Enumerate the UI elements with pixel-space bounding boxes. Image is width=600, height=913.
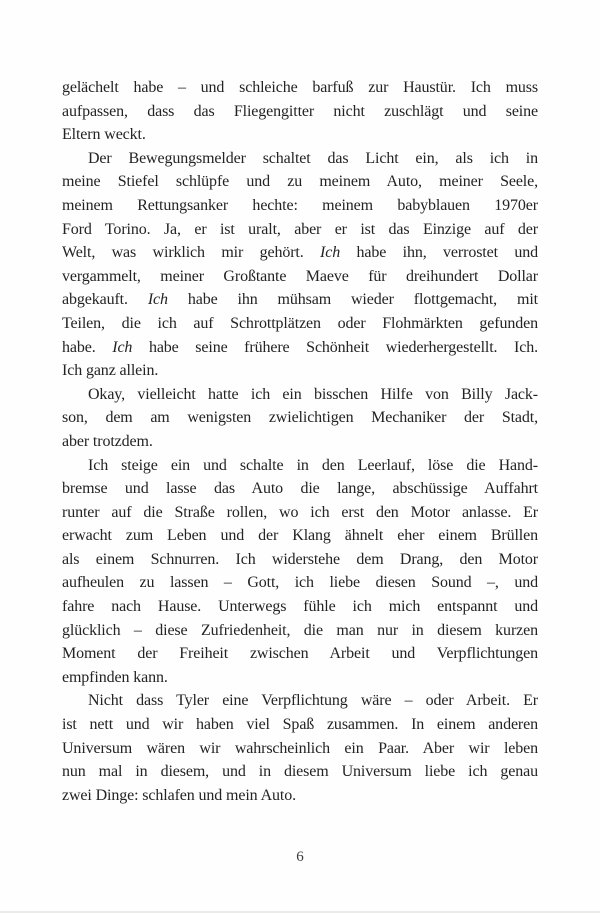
italic-text: Ich — [147, 291, 168, 309]
text-line: Teilen, die ich auf Schrottplätzen oder Flohmärkten gefunden — [62, 314, 538, 332]
text-line: empfinden kann. — [62, 668, 168, 686]
text-line: Universum wären wir wahrscheinlich ein Paar. Aber wir leben — [62, 739, 538, 757]
text-line: meine Stiefel schlüpfe und zu meinem Auto, meiner Seele, — [62, 173, 538, 191]
text-line: Ich ganz allein. — [62, 362, 159, 380]
text-line: zwei Dinge: schlafen und mein Auto. — [62, 786, 296, 804]
paragraph — [62, 454, 538, 690]
text-line: habe. Ich habe seine frühere Schönheit wiederhergestellt. Ich. — [62, 338, 538, 356]
text-line: Nicht dass Tyler eine Verpflichtung wäre – oder Arbeit. Er — [88, 692, 538, 710]
text-line: aufheulen zu lassen – Gott, ich liebe diesen Sound –, und — [62, 574, 538, 592]
text-line: als einem Schnurren. Ich widerstehe dem Drang, den Motor — [62, 550, 538, 568]
text-line: Moment der Freiheit zwischen Arbeit und Verpflichtungen — [62, 645, 538, 663]
text-line: aber trotzdem. — [62, 432, 153, 450]
text-line: son, dem am wenigsten zwielichtigen Mechaniker der Stadt, — [62, 409, 538, 427]
text-line: Ich steige ein und schalte in den Leerlauf, löse die Hand- — [88, 456, 538, 474]
italic-text: Ich — [112, 338, 133, 356]
text-line: Okay, vielleicht hatte ich ein bisschen Hilfe von Billy Jack- — [88, 385, 538, 403]
text-line: bremse und lasse das Auto die lange, abschüssige Auffahrt — [62, 480, 538, 498]
paragraph — [62, 76, 538, 147]
page-number: 6 — [296, 849, 304, 865]
text-line: gelächelt habe – und schleiche barfuß zur Haustür. Ich muss — [62, 79, 538, 96]
text-line: aufpassen, dass das Fliegengitter nicht zuschlägt und seine — [62, 102, 538, 120]
text-block — [62, 76, 538, 807]
text-line: abgekauft. Ich habe ihn mühsam wieder flottgemacht, mit — [62, 291, 538, 309]
paragraph — [62, 147, 538, 383]
text-line: Der Bewegungsmelder schaltet das Licht ein, als ich in — [88, 149, 538, 167]
text-line: runter auf die Straße rollen, wo ich erst den Motor anlasse. Er — [62, 503, 538, 521]
paragraph — [62, 383, 538, 454]
text-line: meinem Rettungsanker hechte: meinem babyblauen 1970er — [62, 196, 538, 214]
text-line: erwacht zum Leben und der Klang ähnelt eher einem Brüllen — [62, 527, 538, 545]
text-line: nun mal in diesem, und in diesem Universum liebe ich genau — [62, 763, 538, 781]
text-line: fahre nach Hause. Unterwegs fühle ich mich entspannt und — [62, 598, 538, 616]
text-line: Welt, was wirklich mir gehört. Ich habe ihn, verrostet und — [62, 244, 538, 262]
text-line: Ford Torino. Ja, er ist uralt, aber er ist das Einzige auf der — [62, 220, 538, 238]
italic-text: Ich — [320, 244, 341, 262]
text-line: Eltern weckt. — [62, 126, 146, 144]
paragraph — [62, 689, 538, 807]
text-line: ist nett und wir haben viel Spaß zusammen. In einem anderen — [62, 716, 538, 734]
text-line: glücklich – diese Zufriedenheit, die man nur in diesem kurzen — [62, 621, 538, 639]
text-line: vergammelt, meiner Großtante Maeve für dreihundert Dollar — [62, 267, 538, 285]
